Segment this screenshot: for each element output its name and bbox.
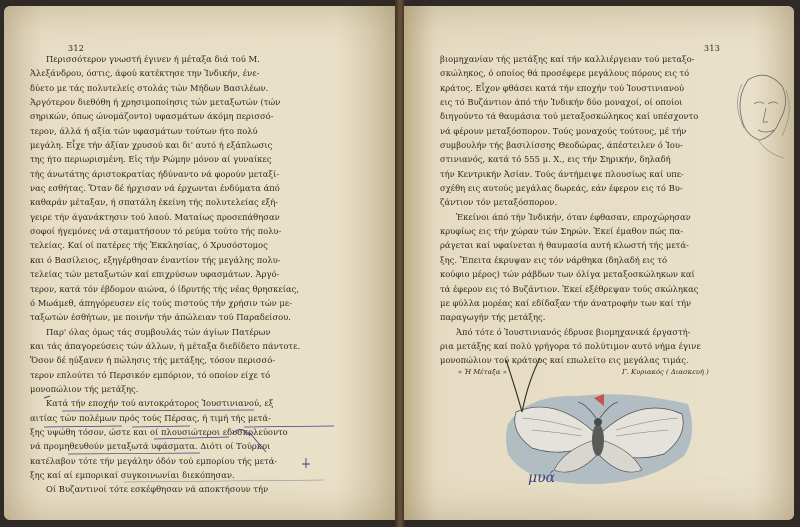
left-line: και τάς άπαγορεύσεις τών άλλων, ή μέταξα διεδίδετο πάντοτε.	[30, 340, 301, 351]
left-line: αιτίας τών πολέμων πρός τούς Πέρσας, ή τιμή τής μετά-	[30, 412, 271, 423]
left-line: Ἀργότερον διεθόθη ή χρησιμοποίησις τών μεταξωτών (τών	[30, 97, 281, 108]
left-line: ξης καί αί εμπορικαί συγκοινωνίαι διεκόπησαν.	[30, 469, 235, 480]
right-line: Ἐκείνοι άπό τήν Ἰνδικήν, όταν έφθασαν, επροχώρησαν	[456, 211, 691, 222]
right-line: με φύλλα μορέας καί εδίδαξαν τήν άνατροφήν των καί τήν	[440, 297, 692, 308]
right-line: κράτος. Εἶχον φθάσει κατά τήν εποχήν τού Ἰουστινιανού	[440, 82, 685, 93]
left-line: Κατά τήν εποχήν τού αυτοκράτορος Ἰουστινιανού, εξ	[46, 398, 274, 409]
right-line: βιομηχανίαν τής μετάξης καί τήν καλλιέργειαν τού μεταξο-	[440, 54, 695, 64]
caption-source: « Ἡ Μέταξα »	[458, 368, 507, 376]
left-line: τής άνωτάτης άριστοκρατίας ήδύναντο νά φορούν μεταξί-	[30, 168, 280, 179]
right-line: Ἀπό τότε ό Ἰουστινιανός έδρυσε βιομηχανικά έργαστή-	[456, 326, 691, 337]
left-line: κατέλαβον τότε τήν μεγάλην όδόν τού εμπορίου τής μετά-	[30, 455, 278, 466]
right-line: τήν Κεντρικήν Ἀσίαν. Τούς άντήμειψε πλουσίως καί υπε-	[440, 168, 684, 179]
pencil-checkmark	[504, 356, 544, 416]
left-line: Ὅσον δέ ηύξανεν ή πώλησις τής μετάξης, τόσον περισσό-	[30, 355, 276, 366]
right-line: κρυφίως εις τήν χώραν τών Σηρών. Ἐκεί έμαθον πώς πα-	[440, 226, 684, 237]
right-page	[404, 6, 794, 520]
left-line: ταξωτών έσθήτων, με ποινήν τήν άπώλειαν τού Παραδείσου.	[30, 312, 291, 323]
right-line: κούφιο μέρος) τών ράβδων των όλίγα μεταξοσκώληκων καί	[440, 269, 695, 280]
left-line: ό Μωάμεθ, άπηγόρευσεν είς τούς πιστούς τήν χρήσιν τών με-	[30, 297, 293, 308]
left-line: τερον, κατά τόν έβδομον αιώνα, ό ίδρυτής τής νέας θρησκείας,	[30, 283, 300, 294]
right-line: διηγούντο τά θαυμάσια τού μεταξοσκώληκος καί υπέσχοντο	[440, 111, 699, 122]
right-line: νά φέρουν μεταξόσπορον. Τούς μοναχούς τούτους, μέ τήν	[440, 125, 687, 136]
caption-author: Γ. Κυριακός ( Διασκευή )	[622, 368, 709, 376]
left-line: και ό Βασίλειος, εξηγέρθησαν έναντίον τής μεγάλης πολυ-	[30, 254, 281, 265]
right-line: συμβουλήν τής βασιλίσσης Θεοδώρας, άπέστειλεν ό Ἰου-	[440, 140, 683, 151]
left-line: σοφοί ήγεμόνες νά σταματήσουν τό ρεύμα τούτο τής πολυ-	[30, 226, 282, 237]
left-line: της ήτο περιωρισμένη. Εἰς τήν Ρώμην μόνον αί γυναίκες	[30, 154, 272, 165]
right-line: εις τό Βυζάντιον άπό τήν Ἰνδικήν δύο μοναχοί, οί οποίοι	[440, 97, 683, 108]
left-line: τελείας τών μεταξωτών καί επιχρύσων υφασμάτων. Ἀργό-	[30, 269, 280, 280]
page-number-right: 313	[704, 44, 721, 53]
left-page-body	[30, 52, 374, 497]
pencil-face-doodle	[728, 70, 794, 162]
left-page	[4, 6, 396, 520]
left-line: τερον, άλλά ή αξία τών υφασμάτων τούτων ήτο πολύ	[30, 125, 258, 136]
right-line: στινιανός, κατά τό 555 μ. Χ., εις τήν Σηρικήν, δηλαδή	[440, 154, 671, 165]
left-line: καθαράν μέταξαν, ή σπατάλη έκείνη τής πολυτελείας εξή-	[30, 197, 279, 208]
right-line: σχέθη εις αυτούς μεγάλας δωρεάς, εάν έφερον εις τό Βυ-	[440, 183, 683, 194]
left-line: γειρε τήν άγανάκτησιν τού λαού. Ματαίως προσεπάθησαν	[30, 211, 280, 222]
right-line: μονοπώλιον τού κράτους καί επωλείτο εις μεγάλας τιμάς.	[440, 355, 689, 366]
handwritten-word	[524, 462, 584, 490]
right-line: ξης. Ἔπειτα έκρυψαν εις τόν νάρθηκα (δηλαδή εις τό	[440, 254, 668, 265]
left-line: Περισσότερον γνωστή έγινεν ή μέταξα διά τού Μ.	[46, 54, 260, 64]
right-line: ζάντιον τόν μεταξόσπορον.	[440, 197, 558, 208]
left-line: Οί Βυζαντινοί τότε εσκέφθησαν νά αποκτήσουν τήν	[46, 484, 269, 495]
left-line: τερον επλούτει τό Περσικόν εμπόριον, τό οποίον είχε τό	[30, 369, 271, 380]
left-line: σηρικών, όπως ώνομάζοντο) υφασμάτων άκόμη περισσό-	[30, 111, 274, 122]
left-line: ξης υψώθη τόσον, ώστε και οί πλουσιώτεροι εδυσκολεύοντο	[30, 426, 288, 437]
right-line: σκώληκος, ό οποίος θά προσέφερε μεγάλους πόρους εις τό	[440, 68, 690, 79]
right-line: ράγεται καί υφαίνεται ή θαυμασία αυτή κλωστή τής μετά-	[440, 240, 689, 251]
right-line: ρια μετάξης καί πολύ γρήγορα τό πολύτιμον αυτό νήμα έγινε	[440, 340, 701, 351]
page-number-left: 312	[68, 44, 85, 53]
handwriting-text: μυά	[528, 470, 556, 486]
left-line: Παρ' όλας όμως τάς συμβουλάς τών άγίων Πατέρων	[46, 326, 271, 337]
left-line: νας εσθήτας. Ὅταν δέ ήρχισαν νά έρχωνται ένδύματα άπό	[30, 183, 280, 194]
left-line: δύετο με τάς πολυτελείς στολάς τών Μήδων Βασιλέων.	[30, 82, 269, 93]
left-line: τελείας. Καί οί πατέρες τής Ἐκκλησίας, ό Χρυσόστομος	[30, 240, 268, 251]
right-page-body	[440, 52, 748, 368]
left-line: μεγάλη. Εἶχε τήν άξίαν χρυσού και δι' αυτό ή εξάπλωσις	[30, 140, 273, 151]
right-line: παραγωγήν τής μετάξης.	[440, 312, 546, 323]
right-line: τά έφερον εις τό Βυζάντιον. Ἐκεί εξέθρεψαν τούς σκώληκας	[440, 283, 699, 294]
left-line: μονοπώλιον τής μετάξης.	[30, 383, 139, 394]
left-line: νά προμηθευθούν μεταξωτά υφάσματα. Διότι οί Τούρκοι	[30, 441, 271, 452]
left-line: Ἀλεξάνδρου, όστις, άφού κατέκτησε την Ἰνδικήν, ένε-	[30, 68, 260, 79]
